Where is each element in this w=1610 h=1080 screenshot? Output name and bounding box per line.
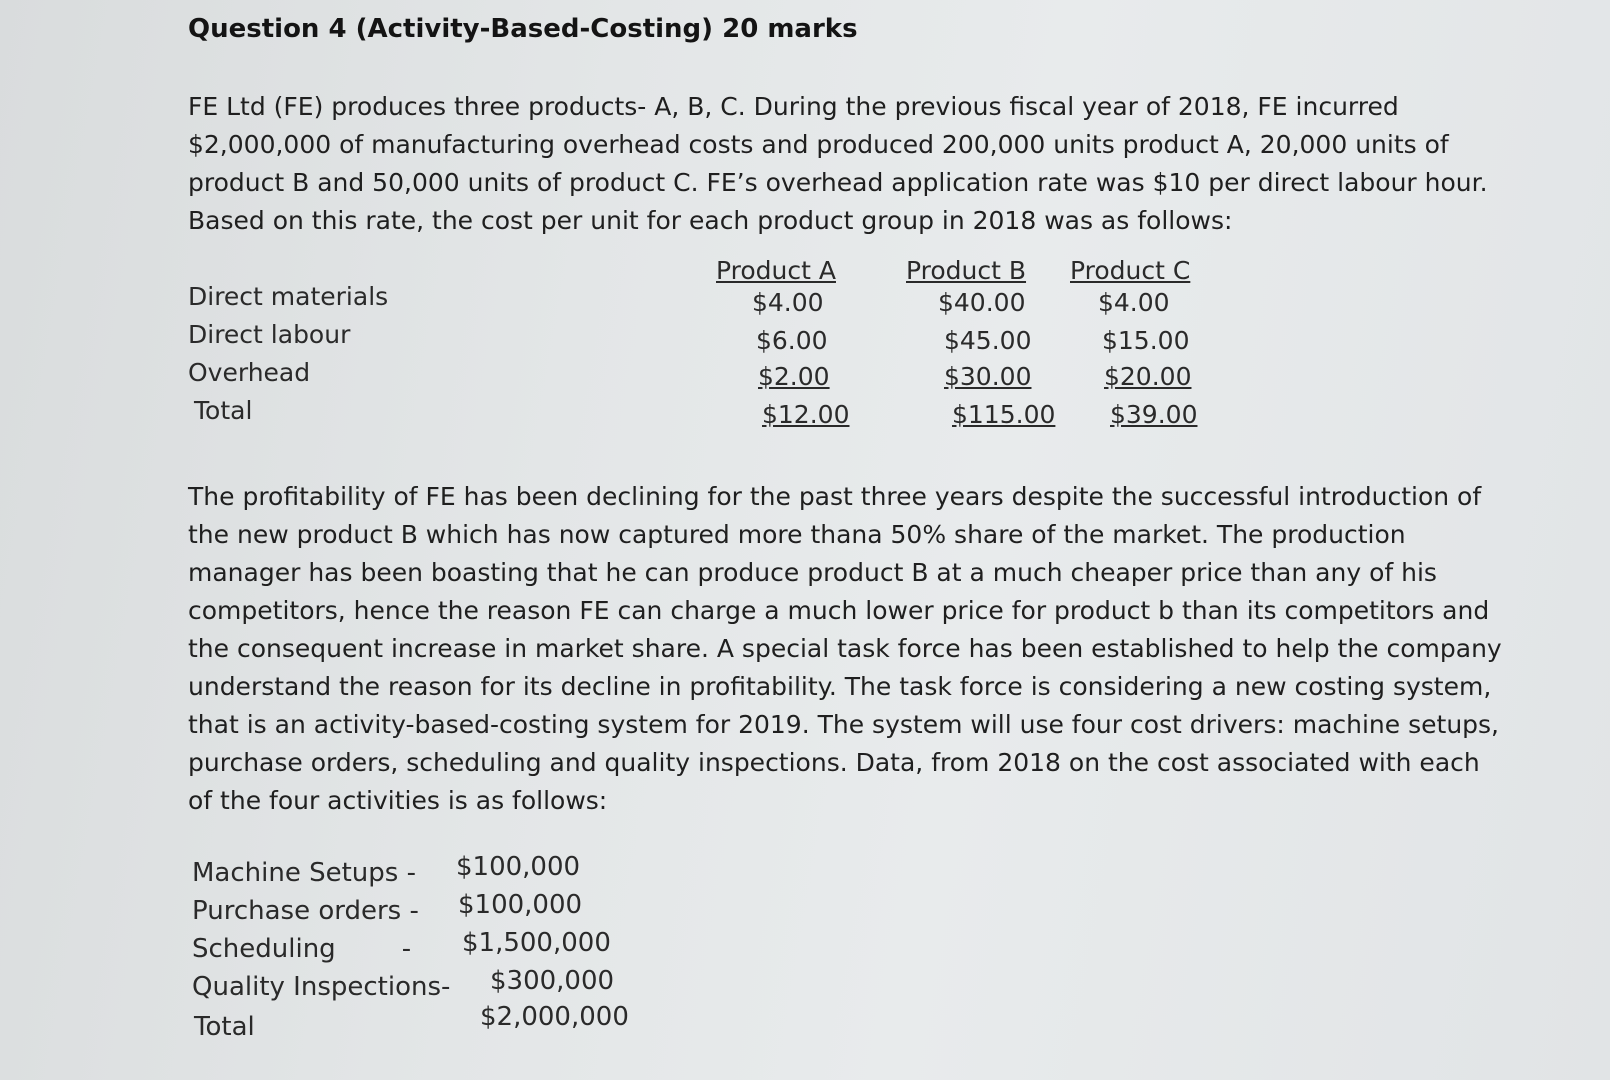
- activity-value-total: $2,000,000: [480, 1002, 629, 1032]
- intro-paragraph: FE Ltd (FE) produces three products- A, B, C. During the previous fiscal year of 2018, FE incurred $2,000,000 of manufacturing overhead costs and produced 200,000 units product A, 20,000 units of product B and 50,000 units of product C. FE’s overhead application rate was $10 per direct labour hour. Based on this rate, the cost per unit for each product group in 2018 was as follows:: [188, 92, 1488, 235]
- cell-dm-b: $40.00: [938, 288, 1026, 317]
- activity-value-machine-setups: $100,000: [456, 852, 581, 882]
- question-title: Question 4 (Activity-Based-Costing) 20 marks: [188, 14, 858, 44]
- cell-oh-c: $20.00: [1104, 362, 1192, 391]
- cell-dl-c: $15.00: [1102, 326, 1190, 355]
- cell-dl-b: $45.00: [944, 326, 1032, 355]
- activity-value-scheduling: $1,500,000: [462, 928, 611, 958]
- activity-label-quality-inspections: Quality Inspections-: [192, 972, 451, 1002]
- activity-label-total: Total: [194, 1012, 255, 1042]
- cell-total-b: $115.00: [952, 400, 1056, 429]
- activity-label-purchase-orders: Purchase orders -: [192, 896, 419, 926]
- cell-dl-a: $6.00: [756, 326, 828, 355]
- row-label-overhead: Overhead: [188, 358, 311, 387]
- cell-dm-c: $4.00: [1098, 288, 1170, 317]
- row-label-direct-labour: Direct labour: [188, 320, 351, 349]
- row-label-total: Total: [194, 396, 253, 425]
- activity-value-purchase-orders: $100,000: [458, 890, 583, 920]
- cell-oh-a: $2.00: [758, 362, 830, 391]
- header-product-a: Product A: [716, 256, 836, 285]
- cell-dm-a: $4.00: [752, 288, 824, 317]
- activity-value-quality-inspections: $300,000: [490, 966, 615, 996]
- context-paragraph: The profitability of FE has been declining for the past three years despite the successful introduction of the new product B which has now captured more thana 50% share of the market. The production manager has been boasting that he can produce product B at a much cheaper price than any of his competitors, hence the reason FE can charge a much lower price for product b than its competitors and the consequent increase in market share. A special task force has been established to help the company understand the reason for its decline in profitability. The task force is considering a new costing system, that is an activity-based-costing system for 2019. The system will use four cost drivers: machine setups, purchase orders, scheduling and quality inspections. Data, from 2018 on the cost associated with each of the four activities is as follows:: [188, 482, 1502, 815]
- cell-total-c: $39.00: [1110, 400, 1198, 429]
- cell-oh-b: $30.00: [944, 362, 1032, 391]
- activity-label-machine-setups: Machine Setups -: [192, 858, 416, 888]
- row-label-direct-materials: Direct materials: [188, 282, 389, 311]
- activity-label-scheduling: Scheduling -: [192, 934, 412, 964]
- header-product-b: Product B: [906, 256, 1027, 285]
- cell-total-a: $12.00: [762, 400, 850, 429]
- header-product-c: Product C: [1070, 256, 1191, 285]
